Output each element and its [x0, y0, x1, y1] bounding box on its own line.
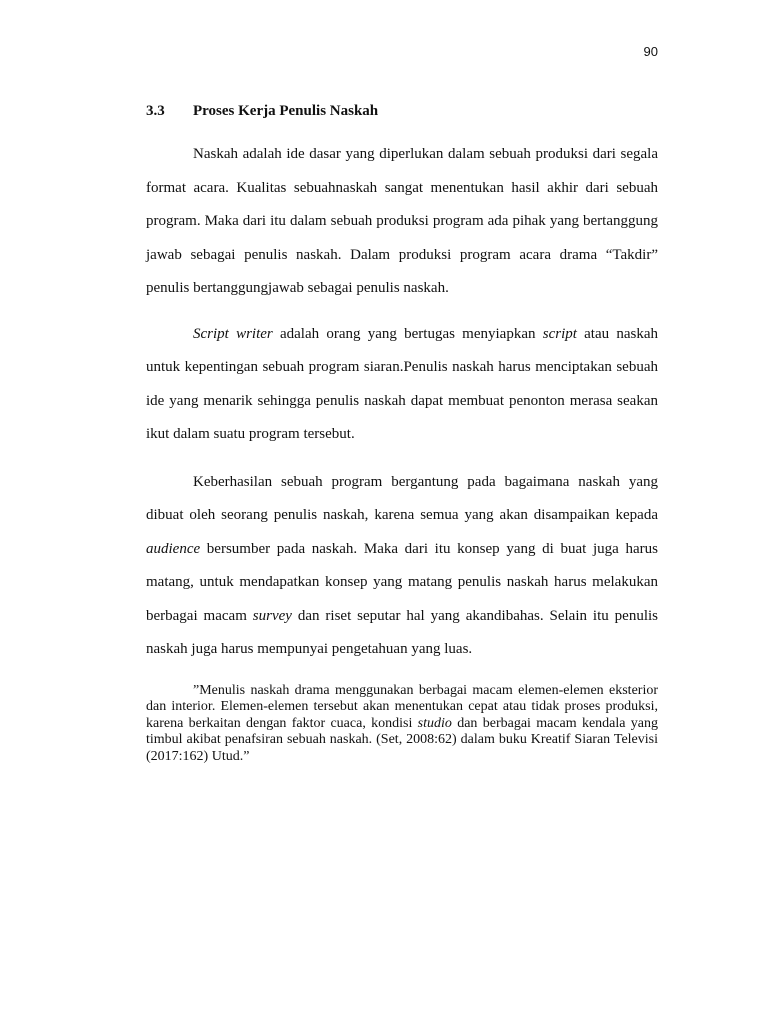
text-run: ”Menulis naskah drama menggunakan berbagai macam elemen-elemen eksterior dan interior. Elemen-elemen tersebut akan menentukan cepat atau tidak proses produksi, karena berkaitan dengan faktor cuaca, kondisi [146, 682, 658, 731]
text-run: dan berbagai macam kendala yang timbul akibat penafsiran sebuah naskah. (Set, 2008:62) dalam buku Kreatif Siaran Televisi (2017:162) Utud.” [146, 715, 659, 764]
text-run: dan riset seputar hal yang akandibahas. Selain itu penulis naskah juga harus mempunyai pengetahuan yang luas. [146, 607, 658, 657]
paragraph-script-writer [146, 318, 658, 452]
document-body [146, 102, 658, 765]
paragraph-naskah-definition: Naskah adalah ide dasar yang diperlukan dalam sebuah produksi dari segala format acara. Kualitas sebuahnaskah sangat menentukan hasil akhir dari sebuah program. Maka dari itu dalam sebuah produksi program ada pihak yang bertanggung jawab sebagai penulis naskah. Dalam produksi program acara drama “Takdir” penulis bertanggungjawab sebagai penulis naskah. [146, 146, 658, 296]
italic-term: survey [252, 607, 292, 624]
section-title: Proses Kerja Penulis Naskah [193, 103, 379, 119]
section-number: 3.3 [146, 103, 165, 119]
text-run: adalah orang yang bertugas menyiapkan [272, 325, 543, 342]
page-number: 90 [643, 44, 658, 59]
block-quote [146, 683, 658, 766]
italic-term: audience [146, 540, 201, 557]
italic-term: Script writer [193, 325, 273, 342]
text-run: atau naskah untuk kepentingan sebuah program siaran.Penulis naskah harus menciptakan sebuah ide yang menarik sehingga penulis naskah dapat membuat penonton merasa seakan ikut dalam suatu program tersebut. [146, 325, 659, 442]
text-run: bersumber pada naskah. Maka dari itu konsep yang di buat juga harus matang, untuk mendapatkan konsep yang matang penulis naskah harus melakukan berbagai macam [146, 540, 658, 624]
italic-term: studio [417, 715, 452, 731]
italic-term: script [542, 325, 577, 342]
section-heading [146, 102, 658, 120]
text-run: Keberhasilan sebuah program bergantung pada bagaimana naskah yang dibuat oleh seorang penulis naskah, karena semua yang akan disampaikan kepada [146, 473, 658, 523]
paragraph-keberhasilan [146, 466, 658, 667]
